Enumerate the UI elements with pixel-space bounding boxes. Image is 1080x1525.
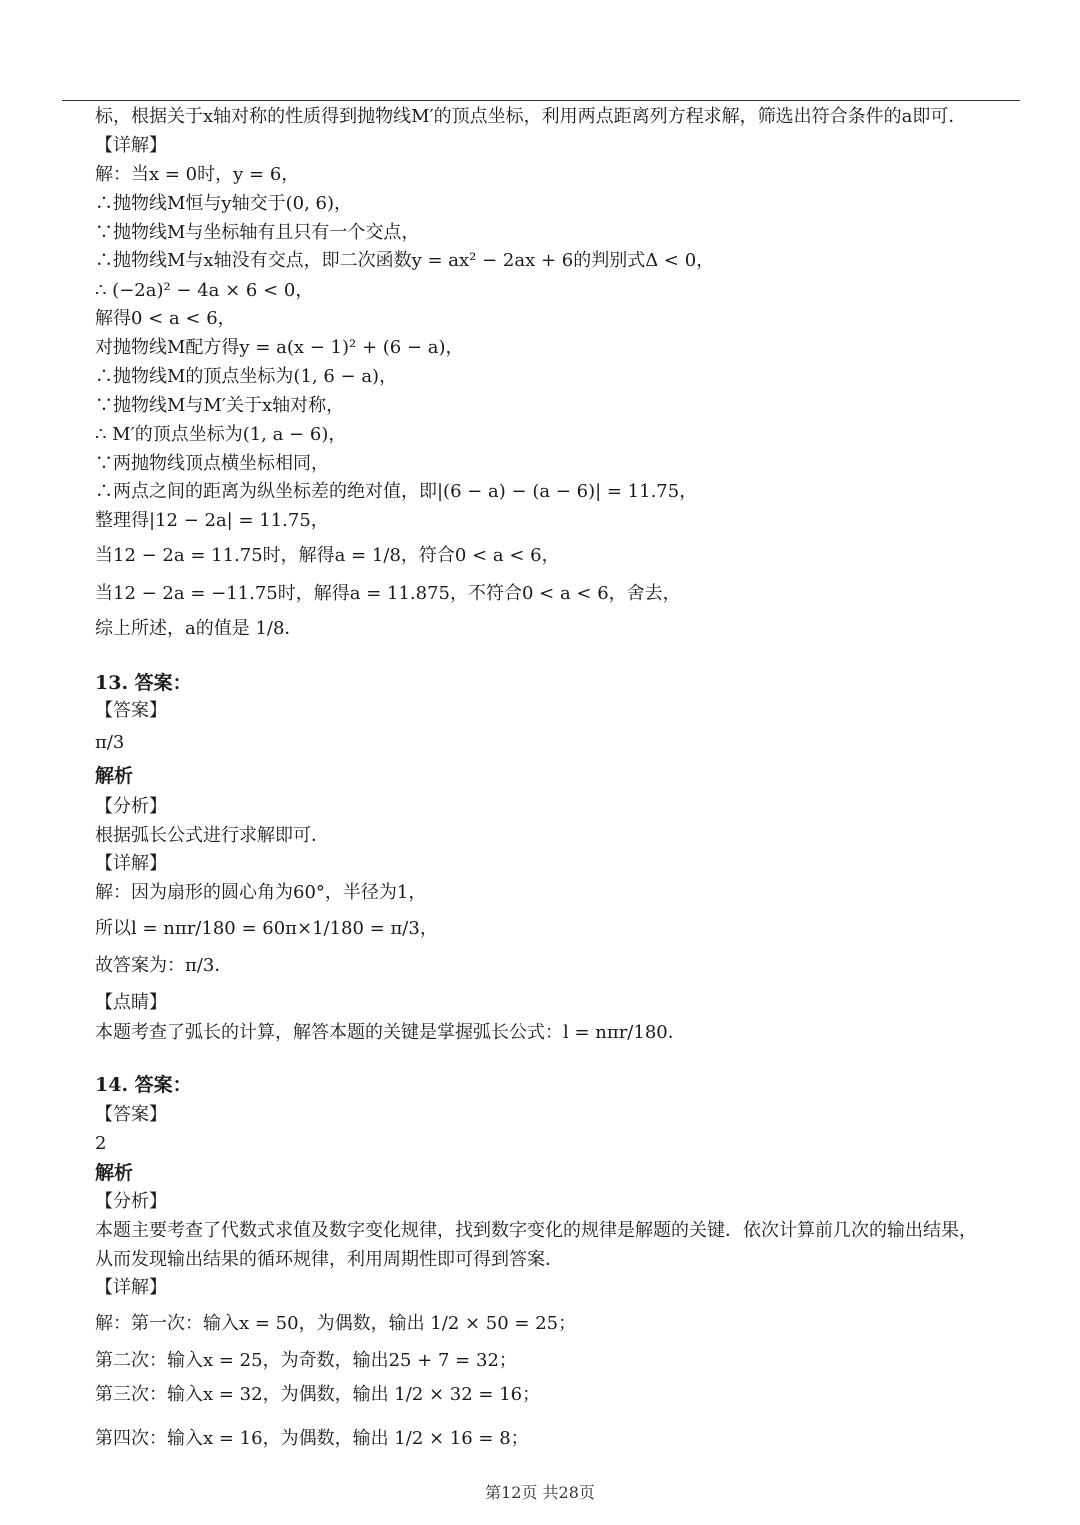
question-14-heading: 14. 答案： <box>95 1074 192 1096</box>
text-line: ∴两点之间的距离为纵坐标差的绝对值，即|(6 − a) − (a − 6)| = 11.75， <box>95 481 698 502</box>
text-line: 解：当x = 0时，y = 6， <box>95 164 300 185</box>
text-line: 解得0 < a < 6， <box>95 308 236 329</box>
section-label: 【分析】 <box>95 796 167 817</box>
text-line: ∴ (−2a)² − 4a × 6 < 0， <box>95 280 314 301</box>
question-13-heading: 13. 答案： <box>95 672 192 694</box>
text-line: 综上所述，a的值是 1/8． <box>95 618 303 639</box>
section-label: 【答案】 <box>95 700 167 721</box>
text-line: 根据弧长公式进行求解即可． <box>95 825 329 846</box>
text-line: 第二次：输入x = 25，为奇数，输出25 + 7 = 32； <box>95 1350 517 1371</box>
section-label: 【分析】 <box>95 1191 167 1212</box>
text-line: ∵两抛物线顶点横坐标相同， <box>95 453 329 474</box>
text-line: ∴ M′的顶点坐标为(1, a − 6)， <box>95 424 347 445</box>
section-label: 【答案】 <box>95 1104 167 1125</box>
text-line: 故答案为：π/3． <box>95 955 233 976</box>
text-line: 第三次：输入x = 32，为偶数，输出 1/2 × 32 = 16； <box>95 1384 541 1405</box>
text-line: ∴抛物线M的顶点坐标为(1, 6 − a)， <box>95 366 398 387</box>
analysis-heading: 解析 <box>95 1162 134 1184</box>
text-line: 第四次：输入x = 16，为偶数，输出 1/2 × 16 = 8； <box>95 1428 529 1449</box>
answer-value: 2 <box>95 1133 107 1154</box>
section-label: 【点睛】 <box>95 992 167 1013</box>
text-line: 本题考查了弧长的计算，解答本题的关键是掌握弧长公式：l = nπr/180． <box>95 1022 686 1043</box>
text-line: 对抛物线M配方得y = a(x − 1)² + (6 − a)， <box>95 337 464 358</box>
text-line: 解：第一次：输入x = 50，为偶数，输出 1/2 × 50 = 25； <box>95 1313 577 1334</box>
text-line: 当12 − 2a = −11.75时，解得a = 11.875，不符合0 < a < 6，舍去， <box>95 583 681 604</box>
answer-value: π/3 <box>95 732 125 753</box>
text-line: 标，根据关于x轴对称的性质得到抛物线M′的顶点坐标，利用两点距离列方程求解，筛选出符合条件的a即可． <box>95 106 967 127</box>
analysis-heading: 解析 <box>95 765 134 787</box>
header-rule <box>62 100 1020 101</box>
text-line: ∵抛物线M与M′关于x轴对称， <box>95 395 345 416</box>
text-line: 本题主要考查了代数式求值及数字变化规律，找到数字变化的规律是解题的关键．依次计算前几次的输出结果， <box>95 1220 977 1241</box>
section-label: 【详解】 <box>95 1277 167 1298</box>
section-label: 【详解】 <box>95 853 167 874</box>
text-line: 从而发现输出结果的循环规律，利用周期性即可得到答案． <box>95 1249 563 1270</box>
text-line: ∴抛物线M恒与y轴交于(0, 6)， <box>95 193 352 214</box>
text-line: ∴抛物线M与x轴没有交点，即二次函数y = ax² − 2ax + 6的判别式Δ < 0， <box>95 250 715 271</box>
text-line: 当12 − 2a = 11.75时，解得a = 1/8，符合0 < a < 6， <box>95 545 560 566</box>
section-label: 【详解】 <box>95 135 167 156</box>
text-line: 整理得|12 − 2a| = 11.75， <box>95 510 329 531</box>
text-line: ∵抛物线M与坐标轴有且只有一个交点， <box>95 222 420 243</box>
page-number: 第12页 共28页 <box>485 1483 595 1502</box>
text-line: 解：因为扇形的圆心角为60°，半径为1， <box>95 882 427 903</box>
text-line: 所以l = nπr/180 = 60π×1/180 = π/3， <box>95 918 438 939</box>
